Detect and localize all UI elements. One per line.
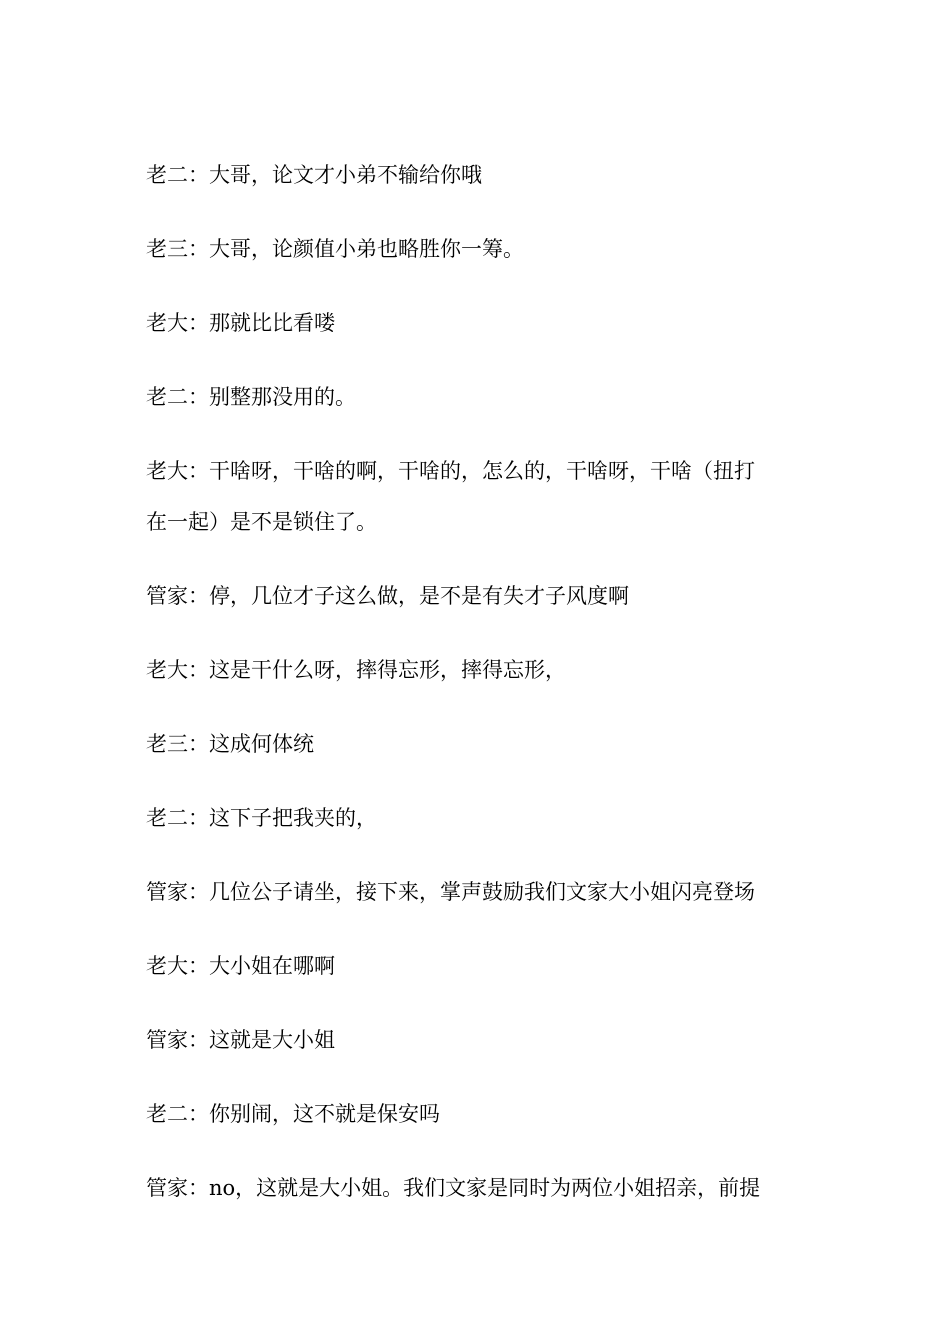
dialogue-line-continued: 在一起）是不是锁住了。	[146, 510, 377, 534]
dialogue-line: 老大：干啥呀，干啥的啊，干啥的，怎么的，干啥呀，干啥（扭打	[146, 459, 755, 483]
dialogue-line: 管家：停，几位才子这么做，是不是有失才子风度啊	[146, 584, 629, 608]
dialogue-line: 老三：这成何体统	[146, 732, 314, 756]
dialogue-line: 管家：这就是大小姐	[146, 1028, 335, 1052]
dialogue-line: 老二：这下子把我夹的，	[146, 806, 377, 830]
dialogue-line: 管家：几位公子请坐，接下来，掌声鼓励我们文家大小姐闪亮登场	[146, 880, 755, 904]
dialogue-line: 老三：大哥，论颜值小弟也略胜你一筹。	[146, 237, 524, 261]
dialogue-line: 管家：no，这就是大小姐。我们文家是同时为两位小姐招亲，前提	[146, 1176, 761, 1200]
dialogue-line: 老大：那就比比看喽	[146, 311, 335, 335]
dialogue-line: 老大：大小姐在哪啊	[146, 954, 335, 978]
dialogue-line: 老大：这是干什么呀，摔得忘形，摔得忘形，	[146, 658, 566, 682]
dialogue-line: 老二：别整那没用的。	[146, 385, 356, 409]
dialogue-line: 老二：你别闹，这不就是保安吗	[146, 1102, 440, 1126]
dialogue-line: 老二：大哥，论文才小弟不输给你哦	[146, 163, 482, 187]
script-dialogue	[146, 157, 810, 1207]
